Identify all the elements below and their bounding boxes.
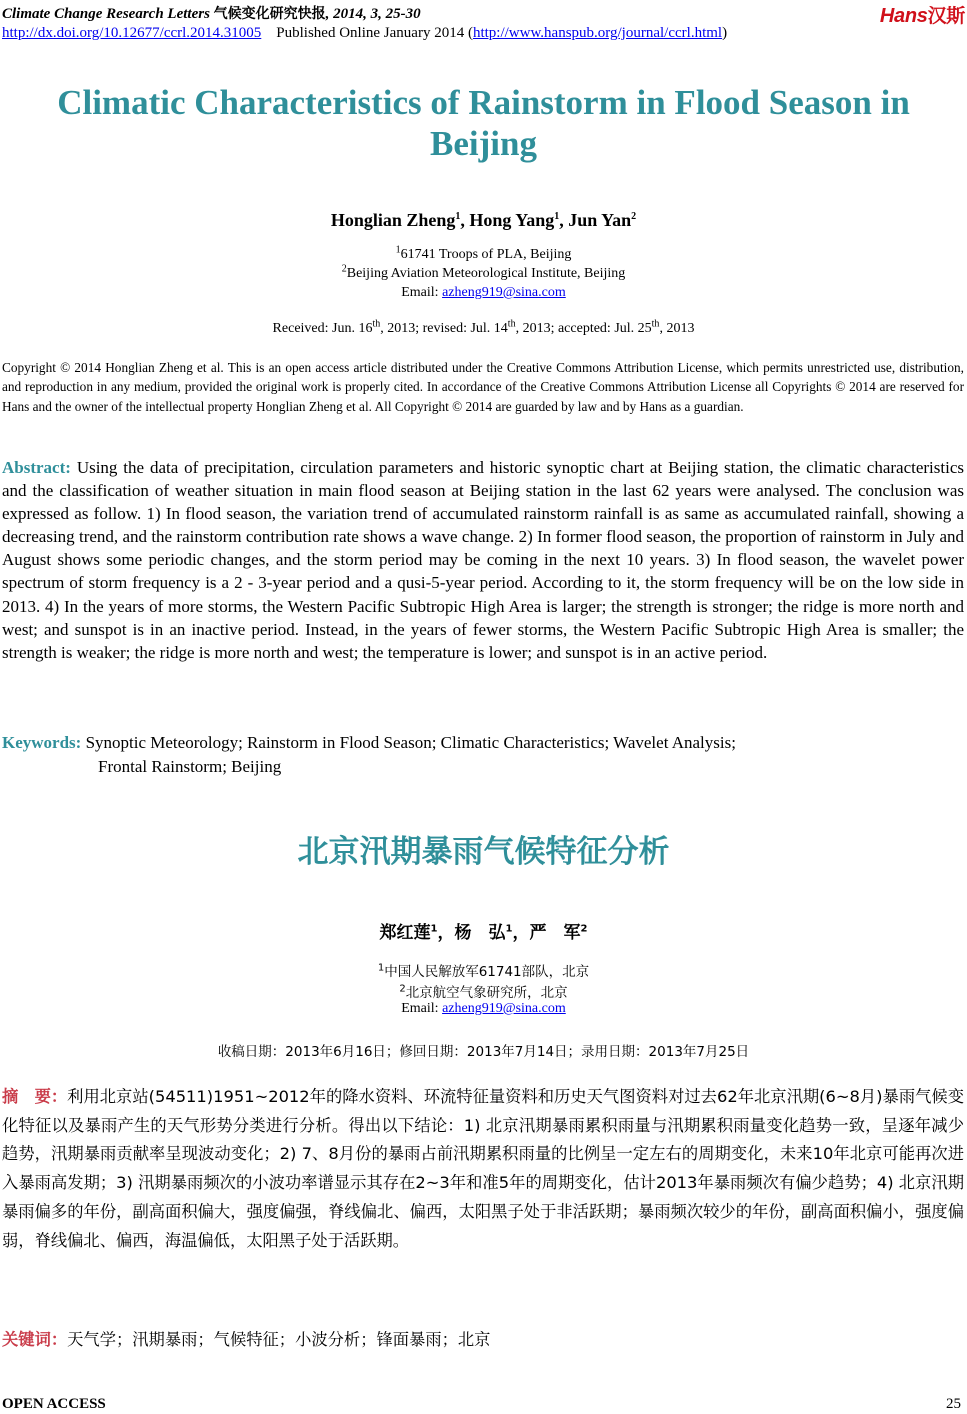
author-sep: ，	[437, 923, 455, 943]
author-name-cn: 严 军	[529, 923, 581, 943]
email-label: Email:	[401, 1001, 443, 1016]
year-text: , 2013	[659, 321, 695, 336]
author-sup: 1	[554, 211, 560, 222]
affiliation-text: 北京航空气象研究所，北京	[405, 985, 568, 1001]
received-dates-en	[0, 318, 967, 337]
keywords-cn	[2, 1326, 490, 1350]
page-number: 25	[946, 1396, 961, 1412]
author-sup: 1	[505, 923, 513, 935]
affiliation-sup: 1	[395, 244, 401, 256]
received-text: Received: Jun. 16	[272, 321, 373, 336]
affiliation-text: 61741 Troops of PLA, Beijing	[400, 247, 572, 262]
authors-cn	[0, 918, 967, 943]
journal-name-cn: 气候变化研究快报	[213, 6, 326, 22]
logo-text: Hans	[879, 5, 928, 27]
journal-citation: , 2014, 3, 25-30	[325, 6, 421, 22]
journal-name: Climate Change Research Letters	[2, 6, 210, 22]
close-paren: )	[722, 25, 728, 41]
abstract-cn	[2, 1083, 964, 1255]
doi-line	[2, 25, 727, 42]
keywords-line-2: Frontal Rainstorm; Beijing	[98, 757, 282, 776]
author-name: Honglian Zheng	[330, 210, 456, 230]
email-link[interactable]: azheng919@sina.com	[442, 285, 566, 300]
affiliation-text: Beijing Aviation Meteorological Institute, Beijing	[346, 266, 626, 281]
author-name-cn: 郑红莲	[379, 923, 431, 943]
author-sep: ,	[559, 210, 569, 230]
affiliation-en-2	[0, 263, 967, 282]
affiliation-en-1	[0, 244, 967, 263]
open-access-label: OPEN ACCESS	[2, 1396, 106, 1412]
author-sup: 1	[455, 211, 461, 222]
journal-link[interactable]: http://www.hanspub.org/journal/ccrl.html	[472, 25, 723, 41]
author-sup: 2	[631, 211, 637, 222]
accepted-text: , 2013; accepted: Jul. 25	[515, 321, 652, 336]
author-name: Hong Yang	[469, 210, 555, 230]
ordinal-sup: th	[507, 318, 516, 330]
keywords-en	[2, 731, 964, 779]
paper-title-en: Climatic Characteristics of Rainstorm in Flood Season in Beijing	[57, 83, 910, 163]
affiliation-sup: 1	[377, 962, 385, 974]
keywords-line-1: Synoptic Meteorology; Rainstorm in Flood Season; Climatic Characteristics; Wavelet Analysis;	[85, 733, 736, 752]
authors-en	[0, 210, 967, 231]
abstract-cn-label: 摘 要：	[2, 1087, 68, 1106]
abstract-cn-body: 利用北京站(54511)1951~2012年的降水资料、环流特征量资料和历史天气图资料对过去62年北京汛期(6~8月)暴雨气候变化特征以及暴雨产生的天气形势分类进行分析。得出以下结论：1) 北京汛期暴雨累积雨量与汛期累积雨量变化趋势一致，呈逐年减少趋势，汛期暴雨贡献率呈现波动变化；2) 7、8月份的暴雨占前汛期累积雨量的比例呈一定左右的周期变化，未来10年北京可能再次进入暴雨高发期；3) 汛期暴雨频次的小波功率谱显示其存在2~3年和准5年的周期变化，估计2013年暴雨频次有偏少趋势；4) 北京汛期暴雨偏多的年份，副高面积偏大，强度偏强，脊线偏北、偏西，太阳黑子处于非活跃期；暴雨频次较少的年份，副高面积偏小，强度偏弱，脊线偏北、偏西，海温偏低，太阳黑子处于活跃期。	[2, 1087, 964, 1250]
abstract-en	[2, 456, 964, 664]
author-sup: 1	[430, 923, 438, 935]
author-sep: ,	[460, 210, 470, 230]
affiliation-sup: 2	[399, 983, 406, 995]
affiliation-sup: 2	[341, 263, 347, 275]
copyright-notice: Copyright © 2014 Honglian Zheng et al. This is an open access article distributed under the Creative Commons Attribution License, which permits unrestricted use, distribution, and reproduction in any medium, provided the original work is properly cited. In accordance of the Creative Commons Attribution License all Copyrights © 2014 are reserved for Hans and the owner of the intellectual property Honglian Zheng et al. All Copyright © 2014 are guarded by law and by Hans as a guardian.	[2, 360, 964, 414]
author-name: Jun Yan	[568, 210, 632, 230]
ordinal-sup: th	[651, 318, 660, 330]
published-text: Published Online January 2014 (	[276, 25, 473, 41]
email-line-en	[0, 285, 967, 301]
paper-title-cn: 北京汛期暴雨气候特征分析	[297, 834, 670, 870]
abstract-label: Abstract:	[2, 458, 71, 477]
author-sup: 2	[580, 923, 588, 935]
ordinal-sup: th	[372, 318, 381, 330]
email-line-cn	[0, 1001, 967, 1017]
doi-link[interactable]: http://dx.doi.org/10.12677/ccrl.2014.31005	[2, 25, 262, 41]
author-name-cn: 杨 弘	[454, 923, 506, 943]
keywords-label: Keywords:	[2, 733, 82, 752]
publisher-logo	[880, 1, 965, 28]
journal-header	[2, 3, 421, 23]
affiliation-cn-1	[0, 960, 967, 980]
revised-text: , 2013; revised: Jul. 14	[380, 321, 508, 336]
email-link[interactable]: azheng919@sina.com	[442, 1001, 566, 1016]
logo-text-cn: 汉斯	[927, 6, 965, 27]
received-dates-cn: 收稿日期：2013年6月16日；修回日期：2013年7月14日；录用日期：2013年7月25日	[217, 1044, 750, 1060]
abstract-body: Using the data of precipitation, circulation parameters and historic synoptic chart at Beijing station, the climatic characteristics and the classification of weather situation in main flood season at Beijing station in the last 62 years were analysed. The conclusion was expressed as follow. 1) In flood season, the variation trend of accumulated rainstorm rainfall is as same as accumulated rainfall, showing a decreasing trend, and the rainstorm contribution rate shows a wave change. 2) In former flood season, the proportion of rainstorm in July and August shows some periodic changes, and the storm period may be coming in the next 10 years. 3) In flood season, the wavelet power spectrum of storm frequency is a 2 - 3-year period and a qusi-5-year period. According to it, the storm frequency will be on the low side in 2013. 4) In the years of more storms, the Western Pacific Subtropic High Area is larger; the strength is stronger; the ridge is more north and west; and sunspot is in an inactive period. Instead, in the years of fewer storms, the Western Pacific Subtropic High Area is smaller; the strength is weaker; the ridge is more north and west; the temperature is lower; and sunspot is in an active period.	[2, 458, 964, 662]
affiliation-text: 中国人民解放军61741部队，北京	[384, 964, 590, 980]
author-sep: ，	[512, 923, 530, 943]
affiliation-cn-2	[0, 981, 967, 1001]
keywords-cn-label: 关键词：	[2, 1330, 68, 1349]
keywords-cn-body: 天气学；汛期暴雨；气候特征；小波分析；锋面暴雨；北京	[67, 1330, 491, 1349]
email-label: Email:	[401, 285, 443, 300]
